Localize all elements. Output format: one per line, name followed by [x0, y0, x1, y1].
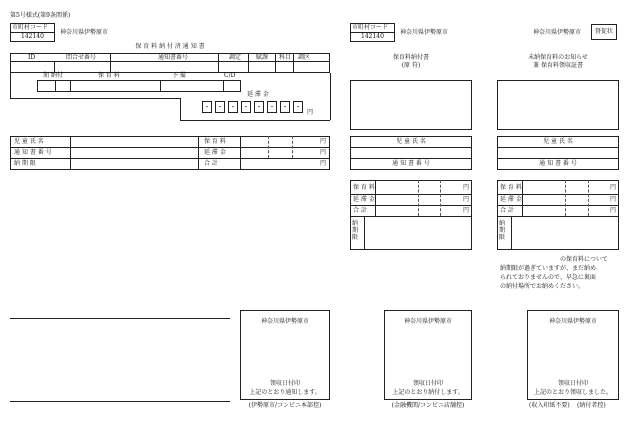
notice-amount-grid: [37, 80, 241, 92]
late-digit-6: ･: [267, 101, 277, 113]
stamp-notified: 上記のとおり通知します。: [249, 389, 321, 396]
header-fee: 保 育 料: [98, 72, 120, 79]
notice-number-label: 通 知 書 番 号: [14, 149, 52, 156]
late-digit-5: ･: [254, 101, 264, 113]
municipality-name: 神奈川県伊勢原市: [60, 29, 109, 36]
header-section: 賦課: [256, 54, 269, 61]
reminder-message-1: の保育料について: [560, 256, 608, 263]
late-fee-label: 延 滞 金: [247, 91, 269, 98]
reminder-footer-b: (納付者控): [577, 402, 606, 409]
reminder-message-4: の納付場所でお納めください。: [500, 283, 585, 290]
header-reserve: 予 備: [172, 72, 186, 79]
reminder-footer-a: (収入印紙不要): [529, 402, 570, 409]
late-label: 延 滞 金: [204, 149, 226, 156]
header-period: 調区: [298, 54, 311, 61]
reminder-title: 未納保育料のお知らせ: [528, 54, 588, 61]
late-digit-8: ･: [293, 101, 303, 113]
reminder-blank-box: [497, 80, 619, 130]
notice-footer: (伊勢原市/コンビニ本部控): [248, 402, 322, 409]
late-digit-2: ･: [215, 101, 225, 113]
header-item: 科目: [279, 54, 292, 61]
due-date-label: 納 期 限: [14, 160, 36, 167]
municipality-code-label: 市町村コード: [12, 24, 49, 31]
stamp-thanks: 上記のとおり領収しました。: [533, 389, 612, 396]
header-assess: 調定: [229, 54, 242, 61]
receipt-blank-box: [350, 80, 472, 130]
receipt-due-date: 納期限: [352, 220, 359, 242]
header-installment: 期 納付: [43, 72, 63, 79]
late-digit-3: ･: [228, 101, 238, 113]
form-number: 第5号様式(第9条関係): [10, 12, 71, 19]
late-digit-4: ･: [241, 101, 251, 113]
notice-info-table: [10, 136, 330, 170]
receipt-footer: (金融機関/コンビニ店舗控): [391, 402, 465, 409]
reminder-message-2: 納期限が過ぎていますが、まだ納め: [500, 265, 597, 272]
child-name-label: 児 童 氏 名: [14, 138, 44, 145]
municipality-code-value: 142140: [21, 33, 44, 40]
header-id: ID: [28, 54, 36, 61]
late-digit-1: ･: [202, 101, 212, 113]
notice-title: 保 育 料 納 付 済 通 知 書: [135, 43, 205, 50]
header-cd: C/D: [224, 72, 236, 79]
header-inquiry: 問合せ番号: [66, 54, 97, 61]
reminder-subtitle: 兼 保育料領収証書: [533, 62, 583, 69]
total-label: 合 計: [204, 160, 218, 167]
header-notice-no: 通知書番号: [158, 54, 189, 61]
late-digit-7: ･: [280, 101, 290, 113]
reminder-message-3: られておりませんので、早急に裏面: [500, 274, 596, 281]
receipt-title: 保育料納付書: [392, 54, 429, 61]
stamp-received: 上記のとおり納付します。: [392, 389, 464, 396]
fee-label: 保 育 料: [204, 138, 226, 145]
late-yen: 円: [307, 109, 314, 116]
receipt-subtitle: (原 符): [401, 62, 421, 69]
